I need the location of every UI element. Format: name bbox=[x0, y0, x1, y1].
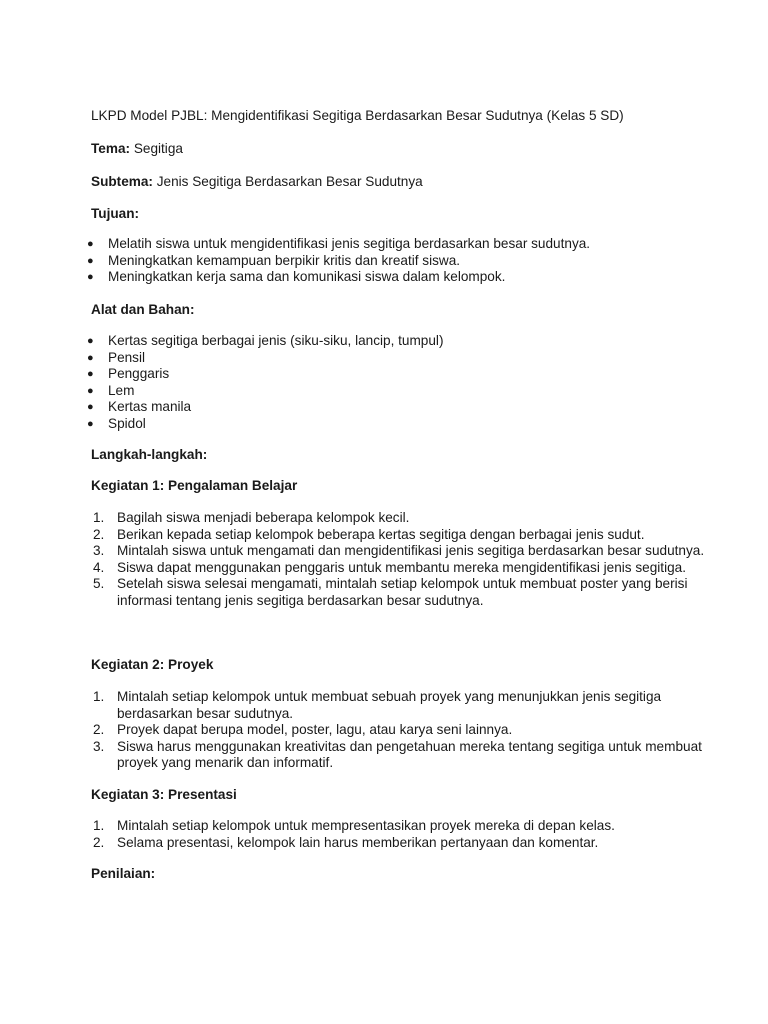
list-item: 3. Mintalah siswa untuk mengamati dan mengidentifikasi jenis segitiga berdasarkan besar sudutnya. bbox=[93, 543, 705, 558]
bullet-icon: ● bbox=[87, 271, 94, 283]
subtema-label: Subtema: bbox=[91, 174, 153, 189]
tema-label: Tema: bbox=[91, 141, 131, 156]
kegiatan3-list bbox=[0, 818, 708, 851]
list-item: ● Melatih siswa untuk mengidentifikasi jenis segitiga berdasarkan besar sudutnya. bbox=[87, 236, 591, 251]
list-item: ● Lem bbox=[87, 382, 135, 398]
penilaian-heading: Penilaian: bbox=[91, 866, 156, 881]
bullet-icon: ● bbox=[87, 401, 94, 413]
kegiatan1-heading: Kegiatan 1: Pengalaman Belajar bbox=[91, 478, 298, 493]
kegiatan3-heading: Kegiatan 3: Presentasi bbox=[91, 787, 237, 802]
kegiatan2-list bbox=[0, 689, 708, 772]
list-item: ● Penggaris bbox=[87, 366, 170, 381]
langkah-heading: Langkah-langkah: bbox=[91, 447, 208, 462]
kegiatan2-heading: Kegiatan 2: Proyek bbox=[91, 657, 214, 672]
list-item: ● Meningkatkan kemampuan berpikir kritis dan kreatif siswa. bbox=[87, 252, 461, 268]
tujuan-list bbox=[0, 236, 708, 286]
list-number: 2. bbox=[93, 722, 105, 737]
alat-list bbox=[0, 333, 708, 432]
list-number: 3. bbox=[93, 738, 105, 754]
tujuan-heading: Tujuan: bbox=[91, 206, 140, 221]
list-number: 2. bbox=[93, 834, 105, 850]
bullet-icon: ● bbox=[87, 351, 94, 364]
list-number: 5. bbox=[93, 576, 105, 591]
list-item: ● Kertas manila bbox=[87, 399, 192, 414]
list-number: 1. bbox=[93, 689, 105, 704]
tema-value: Segitiga bbox=[133, 141, 183, 156]
list-item: ● Pensil bbox=[87, 349, 146, 365]
bullet-icon: ● bbox=[87, 254, 94, 267]
list-item: 1. Bagilah siswa menjadi beberapa kelompok kecil. bbox=[93, 510, 410, 525]
bullet-icon: ● bbox=[87, 368, 94, 380]
list-number: 1. bbox=[93, 510, 105, 525]
list-item: 2. Proyek dapat berupa model, poster, lagu, atau karya seni lainnya. bbox=[93, 722, 513, 737]
list-item: 2. Selama presentasi, kelompok lain harus memberikan pertanyaan dan komentar. bbox=[93, 834, 599, 850]
tema-line bbox=[91, 141, 708, 158]
bullet-icon: ● bbox=[87, 335, 94, 347]
list-item: ● Kertas segitiga berbagai jenis (siku-siku, lancip, tumpul) bbox=[87, 333, 444, 348]
bullet-icon: ● bbox=[87, 417, 94, 430]
alat-heading: Alat dan Bahan: bbox=[91, 302, 195, 317]
bullet-icon: ● bbox=[87, 384, 94, 397]
list-number: 3. bbox=[93, 543, 105, 558]
list-item: 1. Mintalah setiap kelompok untuk mempresentasikan proyek mereka di depan kelas. bbox=[93, 818, 615, 833]
subtema-line bbox=[91, 174, 708, 191]
list-item: 2. Berikan kepada setiap kelompok beberapa kertas segitiga dengan berbagai jenis sudut. bbox=[93, 526, 645, 542]
list-item: 3. Siswa harus menggunakan kreativitas dan pengetahuan mereka tentang segitiga untuk membuat proyek yang menarik dan informatif. bbox=[93, 738, 702, 770]
list-item: 1. Mintalah setiap kelompok untuk membuat sebuah proyek yang menunjukkan jenis segitiga berdasarkan besar sudutnya. bbox=[93, 689, 662, 721]
document-title: LKPD Model PJBL: Mengidentifikasi Segitiga Berdasarkan Besar Sudutnya (Kelas 5 SD) bbox=[91, 108, 624, 123]
list-number: 1. bbox=[93, 818, 105, 833]
list-item: ● Meningkatkan kerja sama dan komunikasi siswa dalam kelompok. bbox=[87, 269, 506, 284]
list-item: ● Spidol bbox=[87, 415, 146, 431]
kegiatan1-list bbox=[0, 510, 708, 609]
list-number: 4. bbox=[93, 559, 105, 575]
bullet-icon: ● bbox=[87, 238, 94, 250]
list-item: 4. Siswa dapat menggunakan penggaris untuk membantu mereka mengidentifikasi jenis segitiga. bbox=[93, 559, 687, 575]
list-item: 5. Setelah siswa selesai mengamati, mintalah setiap kelompok untuk membuat poster yang berisi informasi tentang jenis segitiga berdasarkan besar sudutnya. bbox=[93, 576, 688, 608]
list-number: 2. bbox=[93, 526, 105, 542]
subtema-value: Jenis Segitiga Berdasarkan Besar Sudutnya bbox=[156, 174, 423, 189]
